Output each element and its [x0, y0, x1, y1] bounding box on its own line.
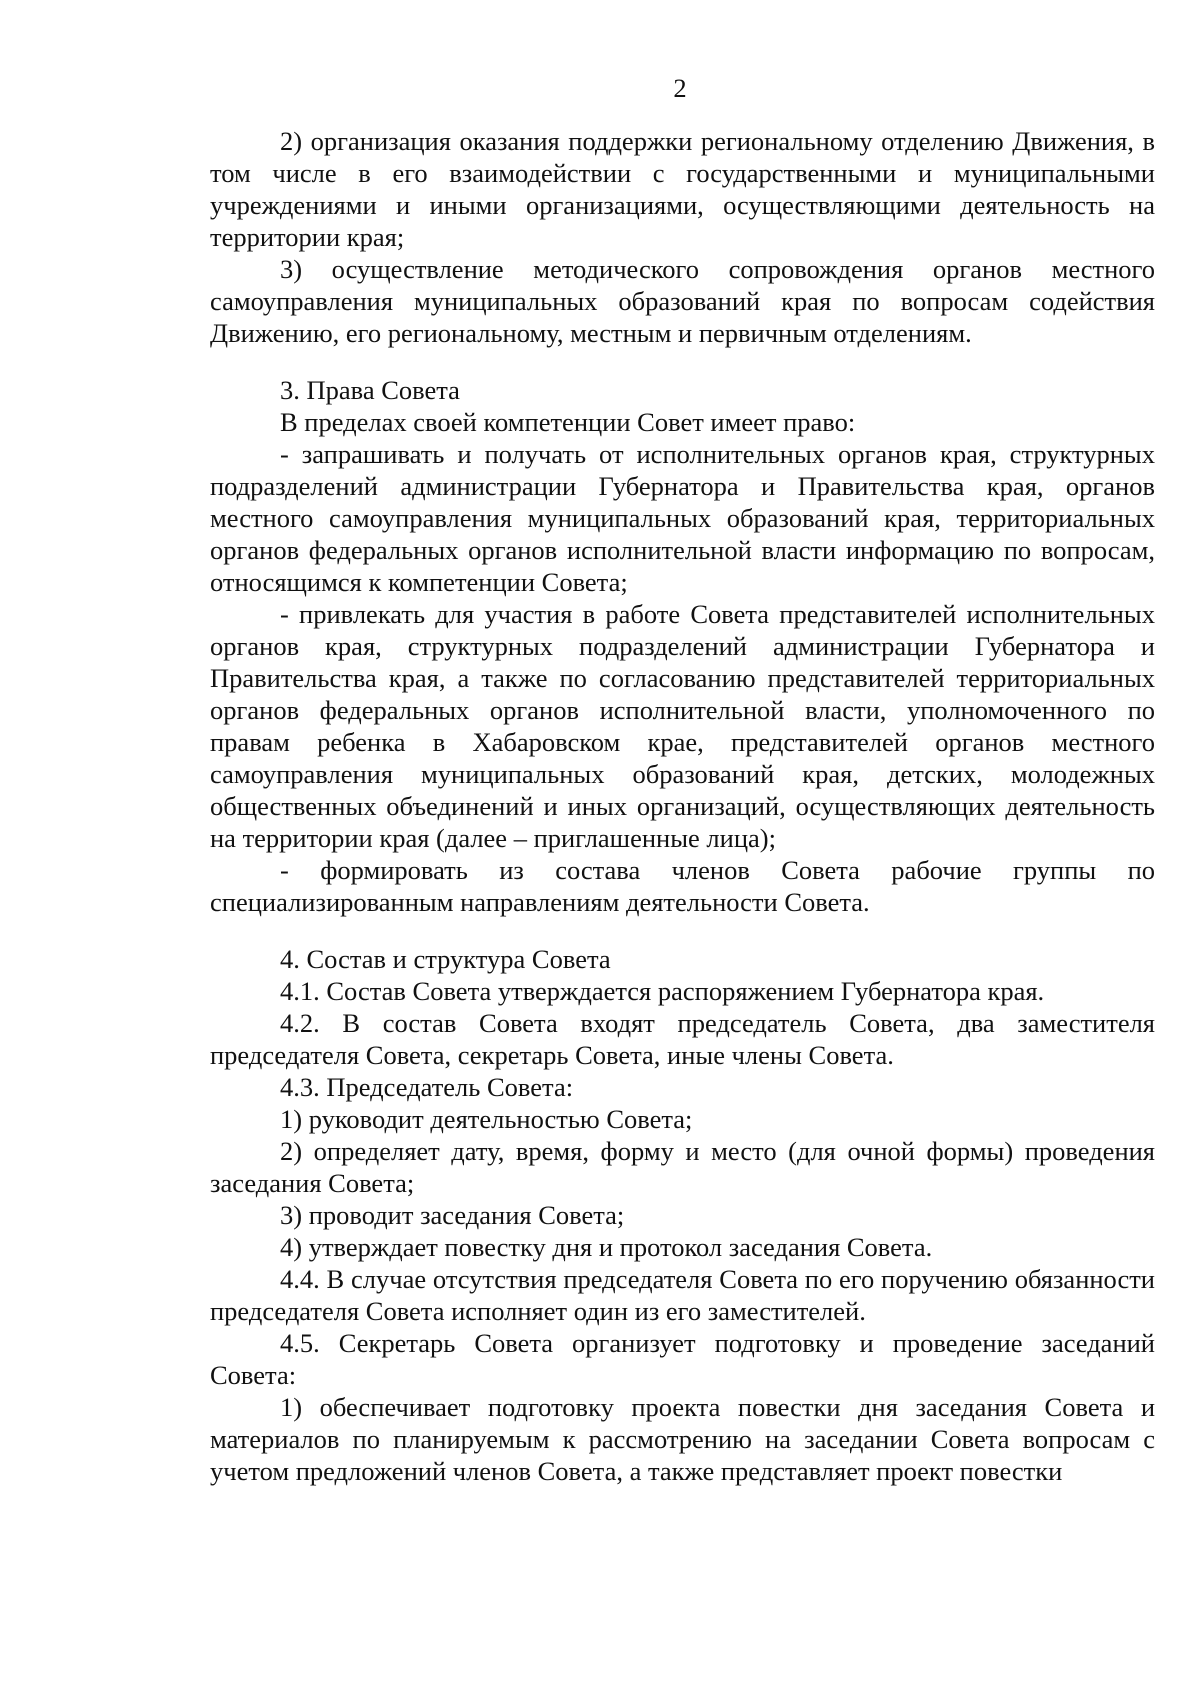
clause-4-3-item-2: 2) определяет дату, время, форму и место (для очной формы) проведения заседания Совета;	[210, 1136, 1155, 1198]
paragraph-methodical-support: 3) осуществление методического сопровождения органов местного самоуправления муниципальных образований края по вопросам содействия Движению, его региональному, местным и первичным отделениям.	[210, 254, 1155, 348]
paragraph-support-organization: 2) организация оказания поддержки региональному отделению Движения, в том числе в его взаимодействии с государственными и муниципальными учреждениями и иными организациями, осуществляющими деятельность на территории края;	[210, 126, 1155, 252]
clause-4-1: 4.1. Состав Совета утверждается распоряжением Губернатора края.	[280, 976, 1045, 1006]
paragraph-rights-intro: В пределах своей компетенции Совет имеет право:	[280, 407, 856, 437]
clause-4-5-item-1: 1) обеспечивает подготовку проекта повестки дня заседания Совета и материалов по планируемым к рассмотрению на заседании Совета вопросам с учетом предложений членов Совета, а также представляет проект повестки	[210, 1392, 1155, 1486]
clause-4-3-item-1: 1) руководит деятельностью Совета;	[280, 1104, 693, 1134]
list-item-invite-representatives: - привлекать для участия в работе Совета представителей исполнительных органов края, структурных подразделений администрации Губернатора и Правительства края, а также по согласованию представителей территориальных органов федеральных органов исполнительной власти, уполномоченного по правам ребенка в Хабаровском крае, представителей органов местного самоуправления муниципальных образований края, детских, молодежных общественных объединений и иных организаций, осуществляющих деятельность на территории края (далее – приглашенные лица);	[210, 599, 1155, 853]
document-body	[210, 125, 1155, 1487]
list-item-form-working-groups: - формировать из состава членов Совета рабочие группы по специализированным направлениям деятельности Совета.	[210, 855, 1155, 917]
list-item-request-information: - запрашивать и получать от исполнительных органов края, структурных подразделений администрации Губернатора и Правительства края, органов местного самоуправления муниципальных образований края, территориальных органов федеральных органов исполнительной власти информацию по вопросам, относящимся к компетенции Совета;	[210, 439, 1155, 597]
clause-4-3-item-4: 4) утверждает повестку дня и протокол заседания Совета.	[280, 1232, 933, 1262]
clause-4-5: 4.5. Секретарь Совета организует подготовку и проведение заседаний Совета:	[210, 1328, 1155, 1390]
page-number: 2	[673, 73, 687, 103]
clause-4-3-item-3: 3) проводит заседания Совета;	[280, 1200, 625, 1230]
clause-4-3: 4.3. Председатель Совета:	[280, 1072, 574, 1102]
clause-4-4: 4.4. В случае отсутствия председателя Совета по его поручению обязанности председателя Совета исполняет один из его заместителей.	[210, 1264, 1155, 1326]
clause-4-2: 4.2. В состав Совета входят председатель Совета, два заместителя председателя Совета, секретарь Совета, иные члены Совета.	[210, 1008, 1155, 1070]
section-heading-composition: 4. Состав и структура Совета	[280, 944, 611, 974]
section-heading-rights: 3. Права Совета	[280, 375, 460, 405]
